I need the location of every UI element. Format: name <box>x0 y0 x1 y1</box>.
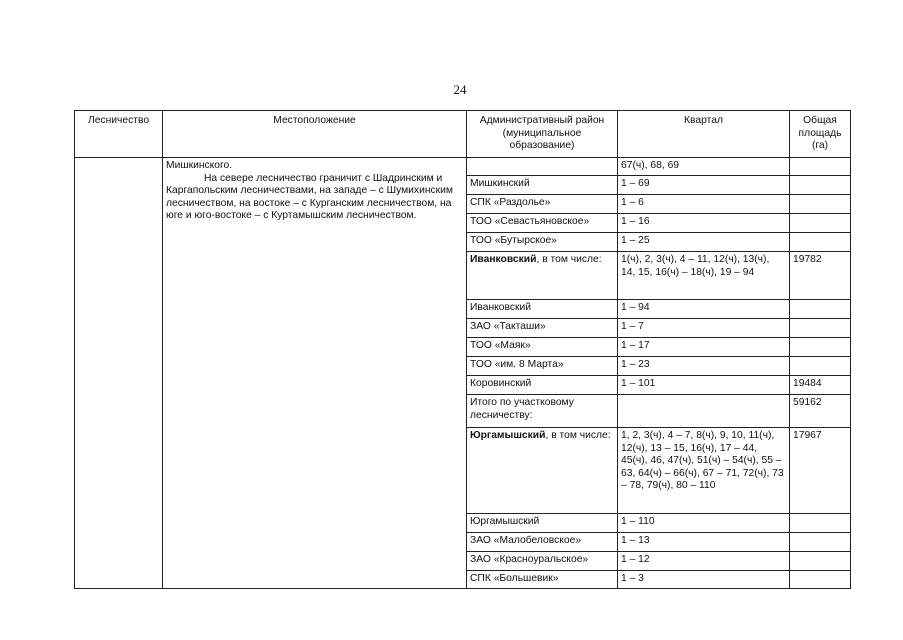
area-cell <box>790 571 851 589</box>
area-cell: 19782 <box>790 252 851 300</box>
area-cell <box>790 533 851 552</box>
district-cell: ТОО «Маяк» <box>467 338 618 357</box>
district-cell <box>467 252 618 300</box>
district-cell: Коровинский <box>467 376 618 395</box>
description-first-line: Мишкинского. <box>166 160 233 171</box>
kvartal-cell <box>618 395 790 428</box>
district-cell: СПК «Большевик» <box>467 571 618 589</box>
kvartal-cell: 67(ч), 68, 69 <box>618 158 790 176</box>
district-subtitle: , в том числе: <box>536 254 602 265</box>
district-cell <box>467 158 618 176</box>
kvartal-cell: 1 – 94 <box>618 300 790 319</box>
kvartal-cell: 1(ч), 2, 3(ч), 4 – 11, 12(ч), 13(ч), 14, 15, 16(ч) – 18(ч), 19 – 94 <box>618 252 790 300</box>
kvartal-cell: 1 – 17 <box>618 338 790 357</box>
district-cell: Иванковский <box>467 300 618 319</box>
district-cell: ТОО «им. 8 Марта» <box>467 357 618 376</box>
district-cell: ТОО «Бутырское» <box>467 233 618 252</box>
area-cell <box>790 319 851 338</box>
district-cell: Итого по участковому лесничеству: <box>467 395 618 428</box>
kvartal-cell: 1 – 101 <box>618 376 790 395</box>
district-cell: ЗАО «Красноуральское» <box>467 552 618 571</box>
kvartal-cell: 1 – 16 <box>618 214 790 233</box>
table-row <box>75 158 851 176</box>
kvartal-cell: 1 – 23 <box>618 357 790 376</box>
header-forestry: Лесничество <box>75 111 163 158</box>
area-cell <box>790 195 851 214</box>
kvartal-cell: 1 – 69 <box>618 176 790 195</box>
kvartal-cell: 1, 2, 3(ч), 4 – 7, 8(ч), 9, 10, 11(ч), 12(ч), 13 – 15, 16(ч), 17 – 44, 45(ч), 46, 47(ч), 51(ч) – 54(ч), 55 – 63, 64(ч) – 66(ч), 67 – 71, 72(ч), 73 – 78, 79(ч), 80 – 110 <box>618 428 790 514</box>
area-cell: 17967 <box>790 428 851 514</box>
kvartal-cell: 1 – 110 <box>618 514 790 533</box>
district-cell: Юргамышский <box>467 514 618 533</box>
district-subtitle: , в том числе: <box>545 430 611 441</box>
district-cell: ТОО «Севастьяновское» <box>467 214 618 233</box>
kvartal-cell: 1 – 25 <box>618 233 790 252</box>
forestry-cell <box>75 158 163 589</box>
district-cell: СПК «Раздолье» <box>467 195 618 214</box>
area-cell <box>790 357 851 376</box>
header-location: Местоположение <box>163 111 467 158</box>
kvartal-cell: 1 – 13 <box>618 533 790 552</box>
kvartal-cell: 1 – 7 <box>618 319 790 338</box>
area-cell <box>790 214 851 233</box>
district-cell: ЗАО «Такташи» <box>467 319 618 338</box>
area-cell: 59162 <box>790 395 851 428</box>
header-area: Общая площадь (га) <box>790 111 851 158</box>
kvartal-cell: 1 – 12 <box>618 552 790 571</box>
area-cell <box>790 300 851 319</box>
header-district: Административный район (муниципальное образование) <box>467 111 618 158</box>
location-description <box>163 158 467 589</box>
header-kvartal: Квартал <box>618 111 790 158</box>
forestry-table <box>74 110 851 589</box>
description-body: На севере лесничество граничит с Шадринским и Каргапольским лесничествами, на западе – с Шумихинским лесничеством, на востоке – с Курганским лесничеством, на юге и юго-востоке – с Куртамышским лесничеством. <box>166 172 454 222</box>
area-cell <box>790 552 851 571</box>
page-number: 24 <box>453 82 467 97</box>
district-cell <box>467 428 618 514</box>
area-cell: 19484 <box>790 376 851 395</box>
table-header-row <box>75 111 851 158</box>
district-cell: ЗАО «Малобеловское» <box>467 533 618 552</box>
area-cell <box>790 176 851 195</box>
district-name-bold: Иванковский <box>470 254 537 265</box>
kvartal-cell: 1 – 3 <box>618 571 790 589</box>
area-cell <box>790 158 851 176</box>
area-cell <box>790 233 851 252</box>
district-cell: Мишкинский <box>467 176 618 195</box>
district-name-bold: Юргамышский <box>470 430 546 441</box>
area-cell <box>790 338 851 357</box>
kvartal-cell: 1 – 6 <box>618 195 790 214</box>
area-cell <box>790 514 851 533</box>
